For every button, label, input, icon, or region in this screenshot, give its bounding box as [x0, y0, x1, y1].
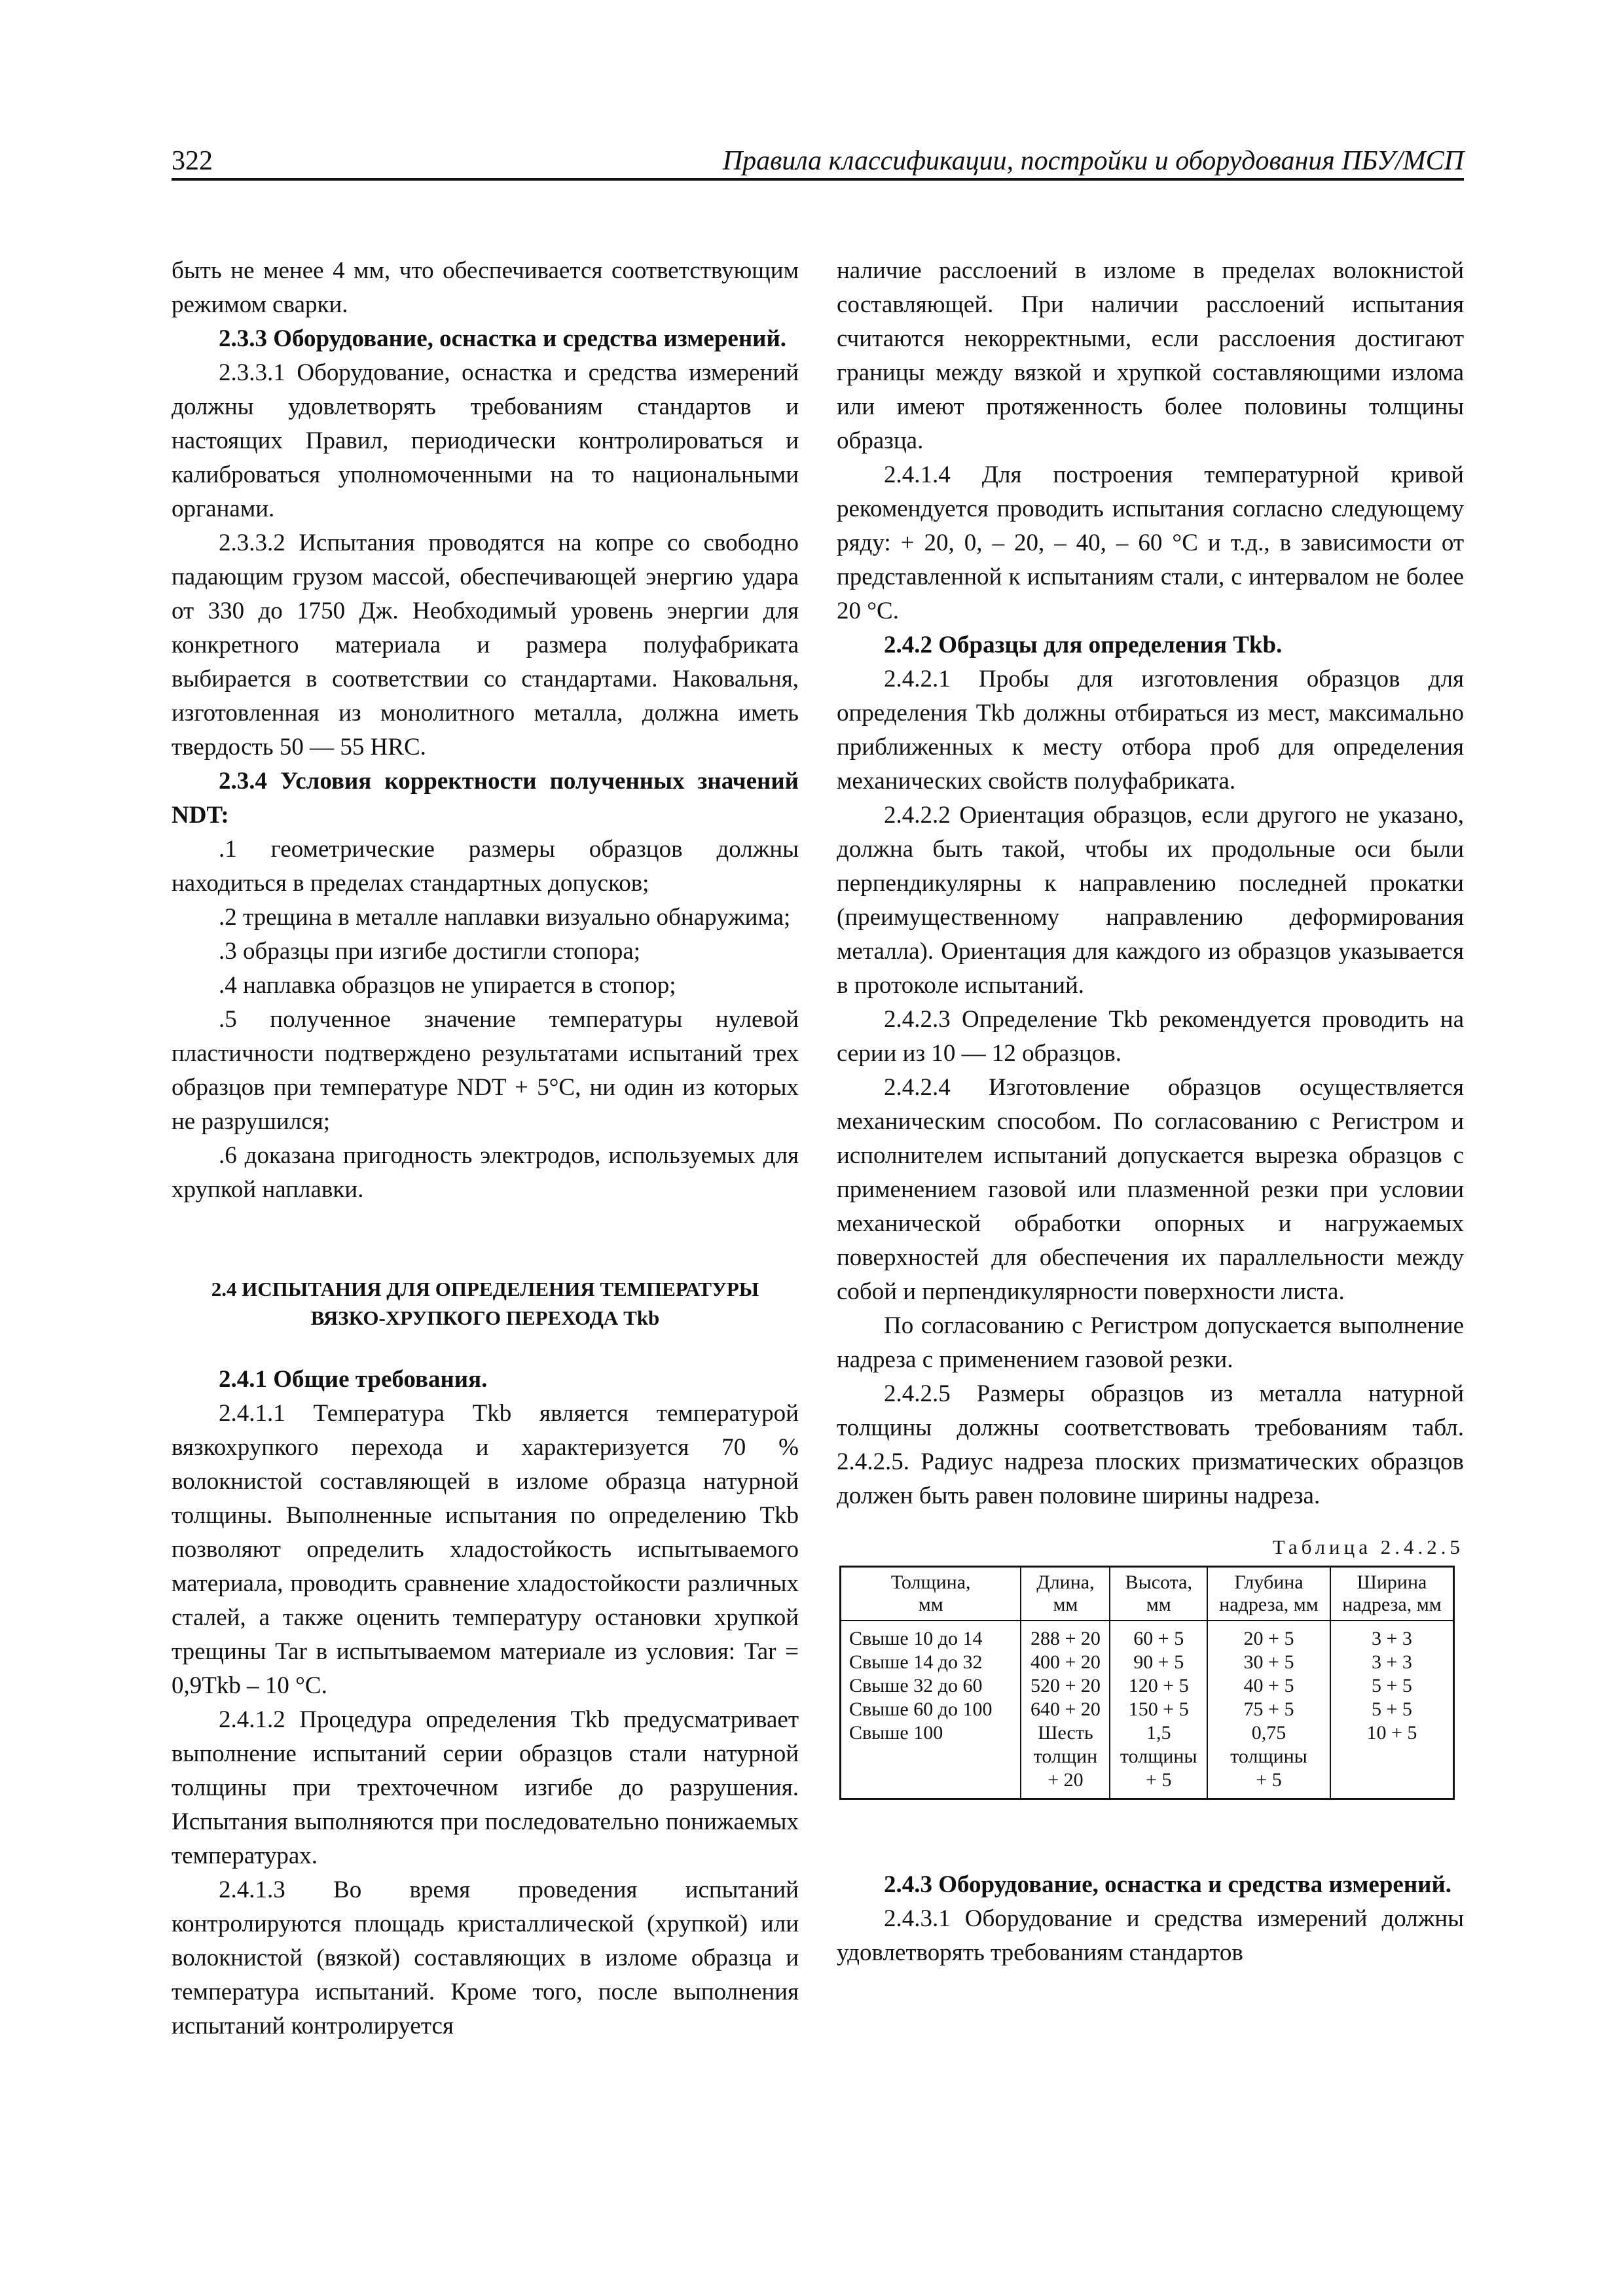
table-cell: Свыше 14 до 32	[841, 1651, 1021, 1674]
list-item-text: образцы при изгибе достигли стопора;	[236, 938, 641, 965]
section-heading-2-4	[172, 1275, 799, 1333]
clause-number: 2.4.2.5	[884, 1380, 951, 1407]
list-item	[172, 1003, 799, 1139]
clause-number: 2.4.1.3	[219, 1876, 285, 1903]
clause-number: 2.3.3.1	[219, 359, 285, 386]
table-row	[841, 1698, 1454, 1721]
table-cell: 3 + 3	[1330, 1621, 1454, 1651]
column-header: Толщина, мм	[841, 1567, 1021, 1621]
clause-text: Во время проведения испытаний контролируются площадь кристаллической (хрупкой) или волокнистой (вязкой) составляющих в изломе образца и температура испытаний. Кроме того, после выполнения испытаний контролируется	[172, 1876, 799, 2039]
paragraph: наличие расслоений в изломе в пределах волокнистой составляющей. При наличии расслоений испытания считаются некорректными, если расслоения достигают границы между вязкой и хрупкой составляющими излома или имеют протяженность более половины толщины образца.	[837, 257, 1464, 454]
heading-2-4-1: 2.4.1 Общие требования.	[219, 1366, 488, 1393]
table-cell: 5 + 5	[1330, 1698, 1454, 1721]
column-header: Длина, мм	[1021, 1567, 1110, 1621]
paragraph-2-4-1-1	[172, 1397, 799, 1703]
table-row	[841, 1674, 1454, 1698]
clause-number: 2.4.3.1	[884, 1905, 951, 1932]
heading-2-4-2: 2.4.2 Образцы для определения Tkb.	[884, 632, 1283, 658]
clause-number: 2.4.2.1	[884, 666, 951, 692]
column-header: Ширина надреза, мм	[1330, 1567, 1454, 1621]
heading-2-3-4: 2.3.4 Условия корректности полученных значений NDT:	[172, 768, 799, 829]
table-row	[841, 1768, 1454, 1799]
table-row	[841, 1721, 1454, 1745]
paragraph-2-4-3-1	[837, 1902, 1464, 1970]
left-column	[172, 254, 799, 2043]
clause-text: Оборудование, оснастка и средства измерений должны удовлетворять требованиям стандартов и настоящих Правил, периодически контролироваться и калиброваться уполномоченными на то национальными органами.	[172, 359, 799, 522]
clause-number: 2.4.1.4	[884, 461, 951, 488]
clause-number: 2.4.2.3	[884, 1006, 951, 1033]
paragraph: быть не менее 4 мм, что обеспечивается соответствующим режимом сварки.	[172, 257, 799, 318]
clause-text: Ориентация образцов, если другого не указано, должна быть такой, чтобы их продольные оси были перпендикулярны к направлению последней прокатки (преимущественному направлению деформирования металла). Ориентация для каждого из образцов указывается в протоколе испытаний.	[837, 802, 1464, 999]
list-item-text: трещина в металле наплавки визуально обнаружима;	[236, 904, 791, 931]
paragraph-2-4-1-3	[172, 1873, 799, 2043]
table-cell: 60 + 5	[1110, 1621, 1207, 1651]
paragraph-2-3-3-2	[172, 526, 799, 764]
list-item	[172, 833, 799, 901]
table-cell: 1,5	[1110, 1721, 1207, 1745]
header-rule	[172, 178, 1464, 181]
list-item-text: полученное значение температуры нулевой пластичности подтверждено результатами испытаний трех образцов при температуре NDT + 5°C, ни один из которых не разрушился;	[172, 1006, 799, 1135]
table-cell: толщин	[1021, 1745, 1110, 1768]
table-cell: Шесть	[1021, 1721, 1110, 1745]
list-item-text: доказана пригодность электродов, используемых для хрупкой наплавки.	[172, 1142, 799, 1203]
table-cell: толщины	[1110, 1745, 1207, 1768]
heading-2-4-3: 2.4.3 Оборудование, оснастка и средства измерений.	[884, 1871, 1452, 1898]
list-item-text: геометрические размеры образцов должны находиться в пределах стандартных допусков;	[172, 836, 799, 897]
table-cell: 10 + 5	[1330, 1721, 1454, 1745]
list-item-number: .5	[219, 1006, 237, 1033]
table-cell: 400 + 20	[1021, 1651, 1110, 1674]
list-item-text: наплавка образцов не упирается в стопор;	[236, 972, 676, 999]
heading-2-3-3: 2.3.3 Оборудование, оснастка и средства измерений.	[219, 325, 787, 352]
table-row	[841, 1745, 1454, 1768]
table-cell	[1330, 1768, 1454, 1799]
list-item-number: .1	[219, 836, 237, 863]
table-row	[841, 1651, 1454, 1674]
paragraph-2-4-2-1	[837, 662, 1464, 798]
clause-text: Испытания проводятся на копре со свободно падающим грузом массой, обеспечивающей энергию удара от 330 до 1750 Дж. Необходимый уровень энергии для конкретного материала и размера полуфабриката выбирается в соответствии со стандартами. Наковальня, изготовленная из монолитного металла, должна иметь твердость 50 — 55 HRC.	[172, 529, 799, 761]
clause-number: 2.4.2.4	[884, 1074, 951, 1101]
clause-text: Изготовление образцов осуществляется механическим способом. По согласованию с Регистром и исполнителем испытаний допускается вырезка образцов с применением газовой или плазменной резки при условии механической обработки опорных и нагружаемых поверхностей для обеспечения их параллельности между собой и перпендикулярности поверхности листа.	[837, 1074, 1464, 1305]
clause-text: Температура Tkb является температурой вязкохрупкого перехода и характеризуется 70 % волокнистой составляющей в изломе образца натурной толщины. Выполненные испытания по определению Tkb позволяют определить хладостойкость испытываемого материала, проводить сравнение хладостойкости различных сталей, а также оценить температуру остановки хрупкой трещины Tar в испытываемом материале из условия: Tar = 0,9Tkb – 10 °C.	[172, 1400, 799, 1699]
table-caption: Таблица 2.4.2.5	[1272, 1535, 1464, 1558]
table-cell: 288 + 20	[1021, 1621, 1110, 1651]
table-cell: 120 + 5	[1110, 1674, 1207, 1698]
paragraph-2-4-2-3	[837, 1003, 1464, 1071]
table-cell: 5 + 5	[1330, 1674, 1454, 1698]
right-column	[837, 254, 1464, 1970]
section-heading-line: ВЯЗКО-ХРУПКОГО ПЕРЕХОДА Tkb	[310, 1306, 660, 1329]
table-cell: Свыше 100	[841, 1721, 1021, 1745]
table-cell: Свыше 60 до 100	[841, 1698, 1021, 1721]
table-cell: 0,75	[1207, 1721, 1330, 1745]
paragraph-2-4-1-4	[837, 458, 1464, 628]
table-cell: Свыше 32 до 60	[841, 1674, 1021, 1698]
page-number: 322	[172, 146, 213, 176]
table-cell	[841, 1768, 1021, 1799]
list-item-number: .6	[219, 1142, 237, 1169]
table-cell: 90 + 5	[1110, 1651, 1207, 1674]
table-cell: 30 + 5	[1207, 1651, 1330, 1674]
specimen-size-table	[839, 1566, 1455, 1800]
list-item	[172, 1139, 799, 1207]
column-header: Высота, мм	[1110, 1567, 1207, 1621]
table-cell: + 5	[1207, 1768, 1330, 1799]
paragraph-2-4-2-5	[837, 1377, 1464, 1513]
table-cell: 20 + 5	[1207, 1621, 1330, 1651]
table-cell	[1330, 1745, 1454, 1768]
table-cell: + 5	[1110, 1768, 1207, 1799]
list-item-number: .4	[219, 972, 237, 999]
clause-number: 2.4.1.2	[219, 1706, 285, 1733]
clause-text: Определение Tkb рекомендуется проводить на серии из 10 — 12 образцов.	[837, 1006, 1464, 1067]
running-title: Правила классификации, постройки и оборудования ПБУ/МСП	[722, 146, 1464, 176]
table-cell: 40 + 5	[1207, 1674, 1330, 1698]
clause-text: Размеры образцов из металла натурной толщины должны соответствовать требованиям табл. 2.4.2.5. Радиус надреза плоских призматических образцов должен быть равен половине ширины надреза.	[837, 1380, 1464, 1509]
table-cell: 640 + 20	[1021, 1698, 1110, 1721]
clause-number: 2.4.1.1	[219, 1400, 285, 1427]
table-cell: толщины	[1207, 1745, 1330, 1768]
list-item-number: .3	[219, 938, 237, 965]
paragraph-2-4-1-2	[172, 1703, 799, 1873]
clause-text: Пробы для изготовления образцов для определения Tkb должны отбираться из мест, максимально приближенных к месту отбора проб для определения механических свойств полуфабриката.	[837, 666, 1464, 795]
table-cell: 150 + 5	[1110, 1698, 1207, 1721]
clause-text: Оборудование и средства измерений должны удовлетворять требованиям стандартов	[837, 1905, 1464, 1966]
table-cell: 520 + 20	[1021, 1674, 1110, 1698]
list-item	[172, 901, 799, 935]
table-cell: Свыше 10 до 14	[841, 1621, 1021, 1651]
paragraph-gas-cutting: По согласованию с Регистром допускается выполнение надреза с применением газовой резки.	[837, 1312, 1464, 1373]
clause-text: Для построения температурной кривой рекомендуется проводить испытания согласно следующему ряду: + 20, 0, – 20, – 40, – 60 °C и т.д., в зависимости от представленной к испытаниям стали, с интервалом не более 20 °C.	[837, 461, 1464, 624]
clause-number: 2.4.2.2	[884, 802, 951, 829]
table-cell	[841, 1745, 1021, 1768]
table-header-row	[841, 1567, 1454, 1621]
paragraph-2-4-2-4	[837, 1071, 1464, 1309]
clause-text: Процедура определения Tkb предусматривает выполнение испытаний серии образцов стали натурной толщины при трехточечном изгибе до разрушения. Испытания выполняются при последовательно понижаемых температурах.	[172, 1706, 799, 1869]
paragraph-2-3-3-1	[172, 356, 799, 526]
paragraph-2-4-2-2	[837, 798, 1464, 1003]
page-header	[172, 145, 1464, 179]
list-item-number: .2	[219, 904, 237, 931]
table-cell: 75 + 5	[1207, 1698, 1330, 1721]
clause-number: 2.3.3.2	[219, 529, 285, 556]
table-cell: + 20	[1021, 1768, 1110, 1799]
list-item	[172, 969, 799, 1003]
table-cell: 3 + 3	[1330, 1651, 1454, 1674]
section-heading-line: 2.4 ИСПЫТАНИЯ ДЛЯ ОПРЕДЕЛЕНИЯ ТЕМПЕРАТУРЫ	[211, 1278, 759, 1300]
column-header: Глубина надреза, мм	[1207, 1567, 1330, 1621]
table-row	[841, 1621, 1454, 1651]
list-item	[172, 935, 799, 969]
